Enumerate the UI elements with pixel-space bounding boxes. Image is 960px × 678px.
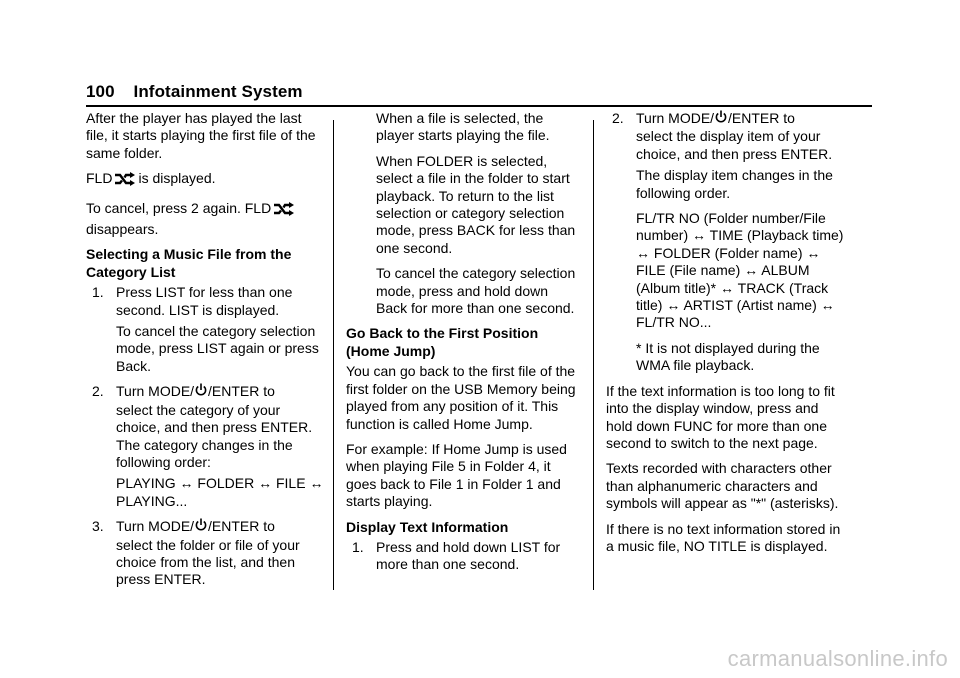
column-3 — [606, 110, 844, 563]
column-1 — [86, 110, 326, 597]
page-title: Infotainment System — [133, 82, 303, 101]
watermark: carmanualsonline.info — [727, 646, 948, 671]
header-rule — [86, 105, 872, 107]
list-item: 1. Press and hold down LIST for more than one second. — [352, 538, 561, 573]
page-number: 100 — [86, 82, 115, 101]
cancel-line: To cancel, press 2 again. FLD disappears. — [86, 200, 326, 239]
column-2 — [346, 110, 580, 582]
paragraph: When FOLDER is selected, select a file in the folder to start playback. To return to the list selection or category selection mode, press BACK for less than one second. — [376, 152, 576, 256]
power-knob-icon — [195, 518, 207, 536]
shuffle-icon — [114, 171, 136, 191]
power-knob-icon — [195, 383, 207, 401]
list-item: 2. Turn MODE/ /ENTER to select the display item of your choice, and then press ENTER. The display item changes in the following order. FL/TR NO (Folder number/File number) ↔ TIME (Playback time) ↔ FOLDER (Folder name) ↔ FILE (File name) ↔ ALBUM (Album title)* ↔ TRACK (Track title) ↔ ARTIST (Artist name) ↔ FL/TR NO... * It is not displayed during the WMA file playback. — [612, 110, 844, 374]
shuffle-icon — [273, 201, 295, 221]
column-divider — [333, 120, 334, 590]
section-heading: Go Back to the First Position (Home Jump) — [346, 325, 539, 359]
paragraph: To cancel the category selection mode, press and hold down Back for more than one second. — [376, 265, 576, 317]
list-item: 2. Turn MODE/ /ENTER to select the category of your choice, and then press ENTER. The category changes in the following order: PLAYING ↔ FOLDER ↔ FILE ↔ PLAYING... — [92, 383, 324, 509]
list-item: 1. Press LIST for less than one second. LIST is displayed. To cancel the category selection mode, press LIST again or press Back. — [92, 284, 319, 374]
page-header — [86, 82, 303, 102]
power-knob-icon — [715, 110, 727, 128]
paragraph: If the text information is too long to fit into the display window, press and hold down FUNC for more than one second to switch to the next page. — [606, 382, 835, 451]
section-heading: Selecting a Music File from the Category List — [86, 246, 292, 280]
column-divider — [593, 120, 594, 590]
list-item: 3. Turn MODE/ /ENTER to select the folder or file of your choice from the list, and then press ENTER. — [92, 518, 300, 588]
paragraph: When a file is selected, the player starts playing the file. — [376, 110, 550, 144]
paragraph: If there is no text information stored in a music file, NO TITLE is displayed. — [606, 520, 841, 554]
paragraph: Texts recorded with characters other than alphanumeric characters and symbols will appear as "*" (asterisks). — [606, 460, 839, 512]
paragraph: After the player has played the last file, it starts playing the first file of the same folder. — [86, 110, 316, 161]
paragraph: For example: If Home Jump is used when playing File 5 in Folder 4, it goes back to File 1 in Folder 1 and starts playing. — [346, 440, 567, 510]
paragraph: You can go back to the first file of the first folder on the USB Memory being played from any position of it. This function is called Home Jump. — [346, 363, 576, 432]
indented-block — [346, 110, 580, 317]
fld-displayed-line: FLD is displayed. — [86, 170, 326, 191]
section-heading: Display Text Information — [346, 518, 509, 535]
